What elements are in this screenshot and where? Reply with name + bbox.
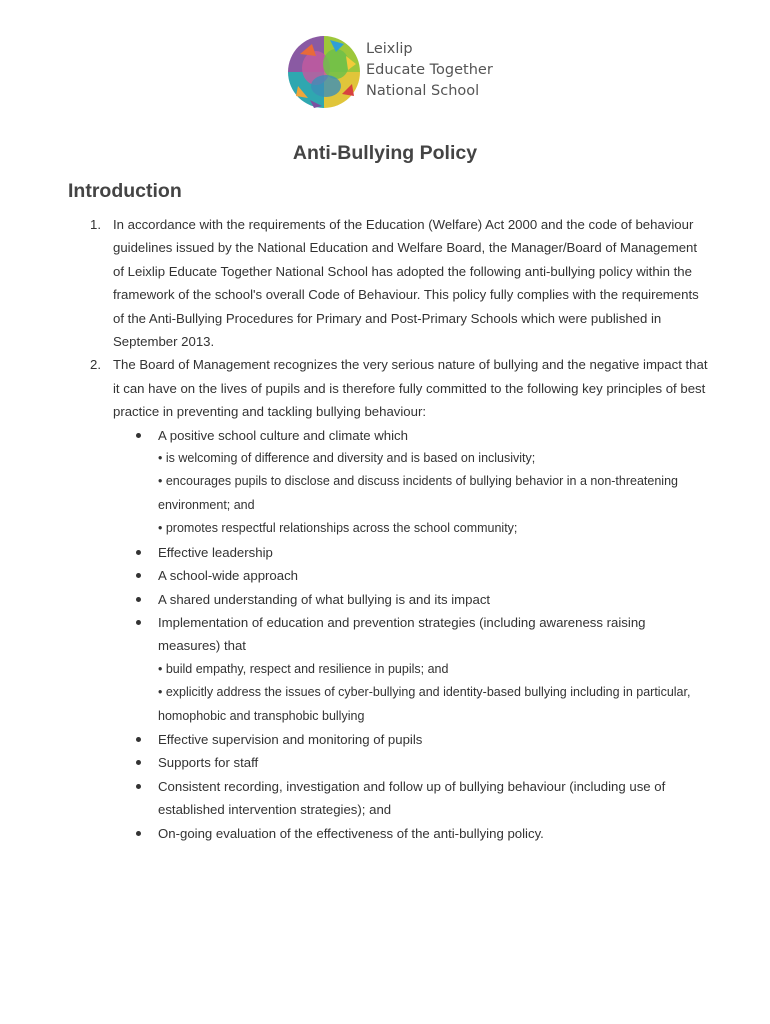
- principle-text: Consistent recording, investigation and follow up of bullying behaviour (including use of established intervention strategies); and: [158, 778, 666, 818]
- sub-point: • promotes respectful relationships across the school community;: [158, 521, 518, 536]
- bullet-icon: [136, 737, 141, 742]
- school-logo: [286, 34, 536, 114]
- numbered-item-2: [0, 353, 770, 423]
- principle-item: [0, 611, 770, 728]
- bullet-icon: [136, 784, 141, 789]
- principle-text: On-going evaluation of the effectiveness of the anti-bullying policy.: [158, 825, 544, 841]
- principle-text: Effective leadership: [158, 544, 273, 560]
- principle-item: [0, 541, 770, 564]
- principle-text: A shared understanding of what bullying is and its impact: [158, 591, 491, 607]
- school-name-line-3: National School: [366, 83, 480, 99]
- principle-text: Supports for staff: [158, 755, 259, 771]
- school-name: [366, 39, 493, 102]
- principle-item: [0, 822, 770, 845]
- principle-item: [0, 751, 770, 774]
- principle-item: [0, 588, 770, 611]
- school-name-line-2: Educate Together: [366, 62, 493, 78]
- key-principles-list: [0, 424, 770, 845]
- bullet-icon: [136, 620, 141, 625]
- item-number: 1.: [90, 217, 101, 232]
- bullet-icon: [136, 433, 141, 438]
- principle-text: Effective supervision and monitoring of pupils: [158, 731, 423, 747]
- document-title: Anti-Bullying Policy: [292, 142, 478, 164]
- item-number: 2.: [90, 357, 101, 373]
- item-text: In accordance with the requirements of the Education (Welfare) Act 2000 and the code of behaviour guidelines issued by the National Education and Welfare Board, the Manager/Board of Management of Leixlip Educate Together National School has adopted the following anti-bullying policy within the framework of the school's overall Code of Behaviour. This policy fully complies with the requirements of the Anti-Bullying Procedures for Primary and Post-Primary Schools which were published in September 2013.: [113, 217, 699, 350]
- document-body: [0, 213, 770, 845]
- bullet-icon: [136, 573, 141, 578]
- item-text: The Board of Management recognizes the very serious nature of bullying and the negative impact that it can have on the lives of pupils and is therefore fully committed to the following key principles of best practice in preventing and tackling bullying behaviour:: [113, 357, 708, 420]
- principle-text: A positive school culture and climate which: [158, 427, 408, 443]
- bullet-icon: [136, 550, 141, 555]
- principle-text: A school-wide approach: [158, 568, 299, 584]
- sub-point: • is welcoming of difference and diversity and is based on inclusivity;: [158, 451, 536, 466]
- numbered-item-1: [0, 213, 770, 353]
- sub-point: • encourages pupils to disclose and discuss incidents of bullying behavior in a non-threatening environment; and: [158, 474, 678, 512]
- school-name-line-1: Leixlip: [366, 41, 413, 57]
- section-heading-introduction: Introduction: [68, 180, 182, 202]
- principle-text: Implementation of education and prevention strategies (including awareness raising measures) that: [158, 614, 646, 654]
- bullet-icon: [136, 760, 141, 765]
- bullet-icon: [136, 831, 141, 836]
- bullet-icon: [136, 597, 141, 602]
- principle-item: [0, 775, 770, 822]
- sub-point: • build empathy, respect and resilience in pupils; and: [158, 661, 449, 676]
- principle-item: [0, 424, 770, 541]
- principle-item: [0, 564, 770, 587]
- school-logo-mark-icon: [286, 34, 362, 110]
- sub-point: • explicitly address the issues of cyber-bullying and identity-based bullying including in particular, homophobic and transphobic bullying: [158, 685, 691, 723]
- principle-item: [0, 728, 770, 751]
